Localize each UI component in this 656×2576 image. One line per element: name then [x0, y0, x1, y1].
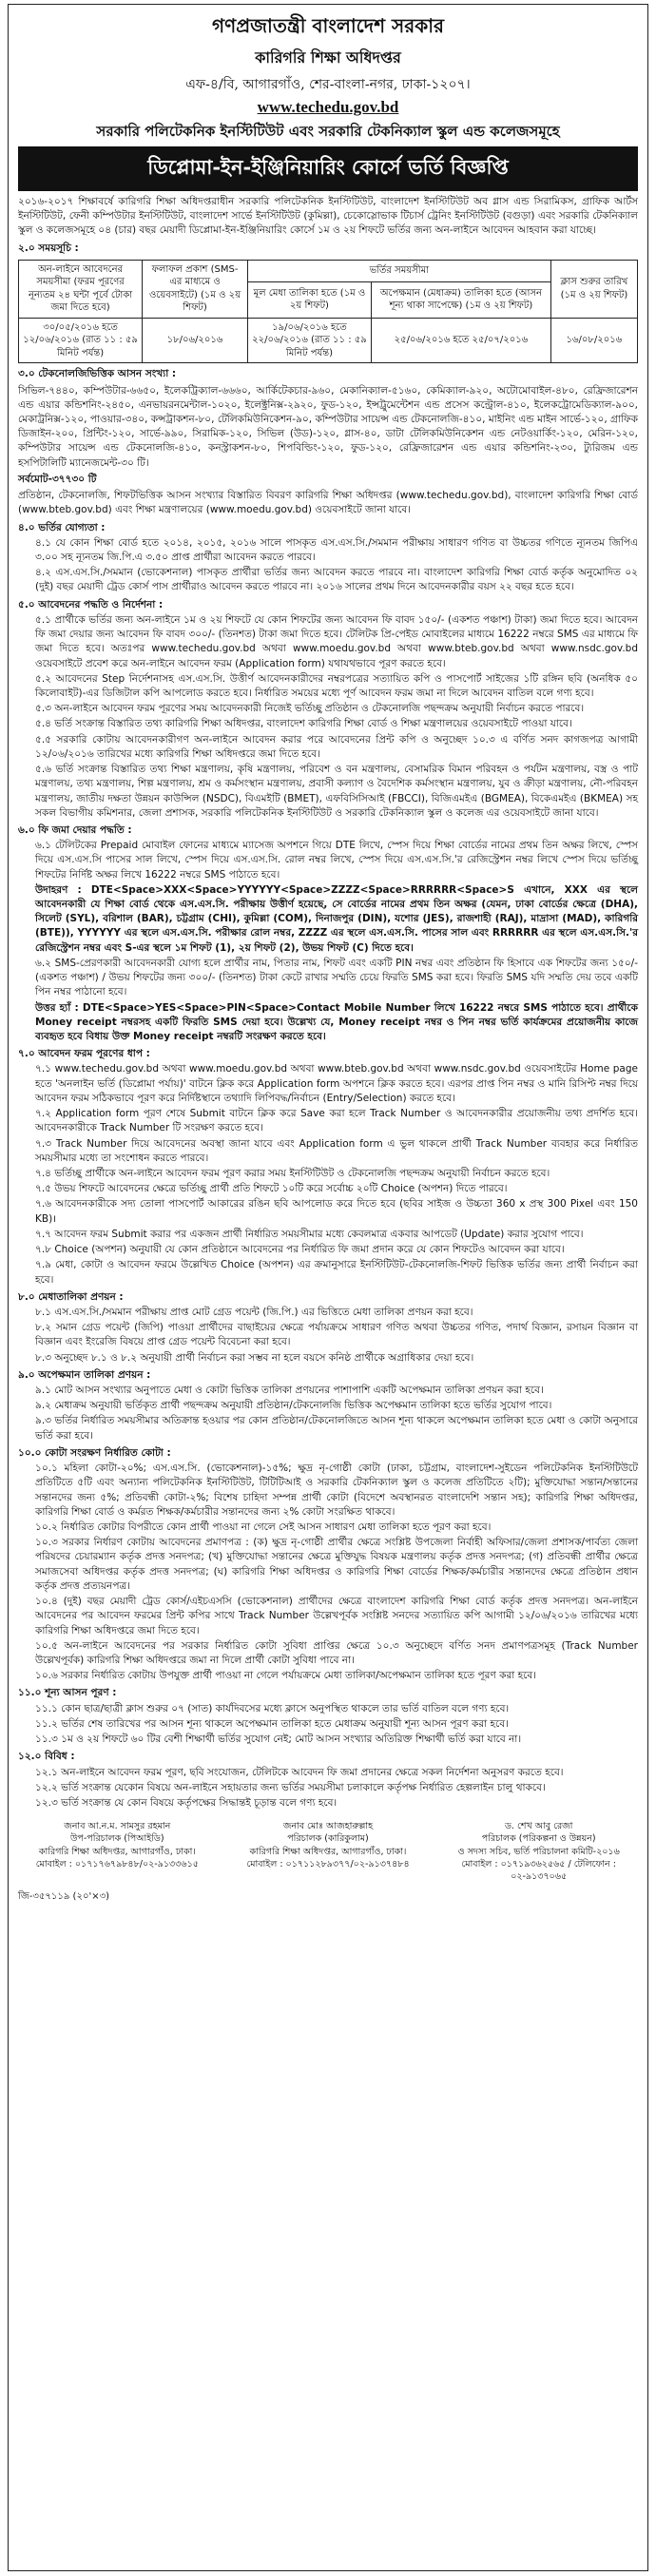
quota-item: ১০.৪ (দুই) বছর মেয়াদী ট্রেড কোর্স/এইচএসসি (ভোকেশনাল) প্রার্থীদের ক্ষেত্রে বাংলাদেশ কারিগরি শিক্ষা বোর্ড কর্তৃক প্রদত্ত সনদপত্র। অন-লাইনে আবেদনের পর আবেদন ফরমের প্রিন্ট কপির সাথে Track Number উল্লেখপূর্বক সংশ্লিষ্ট সনদের সত্যায়িত কপি আগামী ১২/০৬/২০১৬ তারিখের মধ্যে কারিগরি শিক্ষা অধিদপ্তরে জমা দিতে হবে। [35, 1596, 638, 1637]
form-item: ৭.৮ Choice (অপশন) অনুযায়ী যে কোন প্রতিষ্ঠানে আবেদনের পর নির্ধারিত ফি জমা প্রদান করে যে কোন শিফটেও আবেদন করা যাবে। [35, 1244, 565, 1256]
waiting-item: ৯.৩ ভর্তির নির্ধারিত সময়সীমার অতিক্রান্ত হওয়ার পর কোন প্রতিষ্ঠান/টেকনোলজিতে আসন শূন্য থাকলে অপেক্ষমান তালিকা হতে মেধা ও কোটা অনুসারে ভর্তি করা হবে। [35, 1415, 638, 1442]
directorate-name: কারিগরি শিক্ষা অধিদপ্তর [255, 48, 401, 67]
waiting-heading: ৯.০ অপেক্ষমান তালিকা প্রণয়ন : [18, 1368, 151, 1381]
signatory-office: কারিগরি শিক্ষা অধিদপ্তর, আগারগাঁও, ঢাকা। [249, 1846, 407, 1857]
seats-list: সিভিল-৭৪৪০, কম্পিউটার-৬৬৫০, ইলেকট্রিক্যাল-৬৬৬০, আর্কিটেকচার-৯৬০, মেকানিক্যাল-৫১৬০, কেমিক্যাল-৯২০, অটোমোবাইল-৪৮০, রেফ্রিজারেশন এন্ড এয়ার কন্ডিশনিং-২৪৫০, এনভায়রনমেন্টাল-১০২০, ইলেক্ট্রনিক্স-২৯২০, ফুড-১২০, ইন্সট্রুমেন্টেশন এন্ড প্রসেস কন্ট্রোল-৪১০, ইলেকট্রোমেডিক্যাল-৯০০, মেকাট্রনিক্স-১২০, পাওয়ার-৩৪০, কন্সট্রাকশন-৮০, টেলিকমিউনিকেশন-৯০, কম্পিউটার সায়েন্স এন্ড টেকনোলজি-৪১০, মাইনিং এন্ড মাইন সার্ভে-১২০, গ্রাফিক ডিজাইন-২০০, প্রিন্টিং-১২০, সার্ভে-৯৯০, সিরামিক-১২০, সিভিল (উড)-১২০, গ্লাস-৪০, ডাটা টেলিকমিউনিকেশন এন্ড নেটওয়ার্কিং-১২০, মেরিন-১২০, কম্পিউটার সায়েন্স এন্ড টেকনোলজি-৪১০, কনস্ট্রাকশন-৮০, শিপবিল্ডিং-১২০, ফুড-১২০, রেফ্রিজারেশন এন্ড এয়ার কন্ডিশনিং-২৩০, ট্যুরিজম এন্ড হসপিটালিটি ম্যানেজমেন্ট-৩০ টি। [18, 384, 638, 469]
quota-heading: ১০.০ কোটা সংরক্ষণ নির্ধারিত কোটা : [18, 1446, 171, 1459]
quota-item: ১০.৫ অন-লাইনে আবেদনের পর সরকার নির্ধারিত কোটা সুবিধা প্রাপ্তির ক্ষেত্রে ১০.৩ অনুচ্ছেদে বর্ণিত সনদ প্রমাণপত্রসমূহ (Track Number উল্লেখপূর্বক) কারিগরি শিক্ষা অধিদপ্তরে জমা না দিলে প্রার্থী কোটা সুবিধা পাবে না। [35, 1639, 638, 1666]
cell-online-period: ৩০/০৫/২০১৬ হতে ১২/০৬/২০১৬ (রাত ১১ : ৫৯ মিনিট পর্যন্ত) [19, 318, 143, 363]
notice-header [18, 12, 638, 117]
admission-notice-page [8, 4, 648, 2571]
eligibility-item: ৪.১ যে কোন শিক্ষা বোর্ড হতে ২০১৪, ২০১৫, ২০১৬ সালে পাসকৃত এস.এস.সি./সমমান পরীক্ষায় সাধারণ গণিত বা উচ্চতর গণিতে ন্যূনতম জিপিএ ৩.০০ সহ ন্যূনতম জি.পি.এ ৩.৫০ প্রাপ্ত প্রার্থীরা আবেদন করতে পারবে। [35, 536, 638, 563]
merit-item: ৮.২ সমান গ্রেড পয়েন্ট (জিপি) পাওয়া প্রার্থীদের বাছাইয়ের ক্ষেত্রে পর্যায়ক্রমে সাধারণ গণিত অথবা উচ্চতর গণিত, পদার্থ বিজ্ঞান, রসায়ন বিজ্ঞান বা বিজ্ঞান এবং ইংরেজি বিষয়ে প্রাপ্ত গ্রেড পয়েন্ট বিবেচনা করা হবে। [35, 1322, 638, 1348]
th-online-period: অন-লাইনে আবেদনের সময়সীমা (ফরম পূরণের নূন্যতম ২৪ ঘন্টা পূর্বে টোকা জমা দিতে হবে) [19, 260, 143, 318]
merit-heading: ৮.০ মেধাতালিকা প্রণয়ন : [18, 1290, 124, 1303]
notice-title-banner: ডিপ্লোমা-ইন-ইঞ্জিনিয়ারিং কোর্সে ভর্তি বিজ্ঞপ্তি [18, 146, 638, 191]
waiting-item: ৯.১ মোট আসন সংখ্যার অনুপাতে মেধা ও কোটা ভিত্তিক তালিকা প্রণয়নের পাশাপাশি একটি অপেক্ষমান তালিকা প্রণয়ন করা হবে। [35, 1385, 544, 1397]
seats-heading: ৩.০ টেকনোলজিভিত্তিক আসন সংখ্যা : [18, 368, 177, 380]
vacant-heading: ১১.০ শূন্য আসন পূরণ : [18, 1687, 117, 1699]
apply-item: ৫.১ প্রার্থীকে ভর্তির জন্য অন-লাইনে ১ম ও ২য় শিফটে যে কোন শিফটের জন্য আবেদন ফি বাবদ ১৫০/- (একশত পঞ্চাশ) টাকা) জমা দিতে হবে। আবেদন ফি জমা দেয়ার জন্য আবেদন ফি বাবদ ৩০০/- (তিনশত) টাকা জমা দিতে হবে। টেলিটক প্রি-পেইড মোবাইলের মাধ্যমে 16222 নম্বরে SMS এর মাধ্যমে ফি জমা দিতে হবে। অতঃপর www.techedu.gov.bd অথবা www.moedu.gov.bd অথবা www.bteb.gov.bd অথবা www.nsdc.gov.bd ওয়েবসাইটে প্রবেশ করে অন-লাইনে আবেদন ফরম (Application form) যথাযথভাবে পূরণ করতে হবে। [35, 613, 638, 669]
table-row [19, 318, 638, 363]
intro-paragraph: ২০১৬-২০১৭ শিক্ষাবর্ষে কারিগরি শিক্ষা অধিদপ্তরাধীন সরকারি পলিটেকনিক ইনস্টিটিউট, বাংলাদেশ ইনস্টিটিউট অব গ্লাস এন্ড সিরামিকস, গ্রাফিক আর্টস ইনস্টিটিউট, ফেনী কম্পিউটার ইনস্টিটিউট, বাংলাদেশ সার্ভে ইনস্টিটিউট (কুমিল্লা), চেকোস্লোভাক টিচার্স ট্রেনিং ইনস্টিটিউট (বগুড়া) এবং সরকারি টেকনিক্যাল স্কুল ও কলেজসমূহে ০৪ (চার) বছর মেয়াদী ডিপ্লোমা-ইন-ইঞ্জিনিয়ারিং কোর্সে ১ম ও ২য় শিফটে ভর্তির জন্য অন-লাইনে আবেদন আহবান করা যাচ্ছে। [18, 196, 638, 237]
apply-item: ৫.৪ ভর্তি সংক্রান্ত বিস্তারিত তথ্য কারিগরি শিক্ষা অধিদপ্তর, বাংলাদেশ কারিগরি শিক্ষা বোর্ড ও শিক্ষা মন্ত্রণালয়ের ওয়েবসাইটে পাওয়া যাবে। [35, 718, 572, 730]
misc-item: ১২.৩ ভর্তি সংক্রান্ত যে কোন বিষয়ে কর্তৃপক্ষের সিদ্ধান্তই চূড়ান্ত বলে গণ্য হবে। [35, 1796, 338, 1809]
merit-item: ৮.১ এস.এস.সি./সমমান পরীক্ষায় প্রাপ্ত মোট গ্রেড পয়েন্ট (জি.পি.) এর ভিত্তিতে মেধা তালিকা প্রণয়ন করা হবে। [35, 1306, 473, 1318]
schedule-heading: ২.০ সময়সূচি : [18, 242, 79, 254]
government-name: গণপ্রজাতন্ত্রী বাংলাদেশ সরকার [212, 14, 444, 37]
form-item: ৭.৫ উভয় শিফটে আবেদনের ক্ষেত্রে ভর্তিচ্ছু প্রার্থী প্রতি শিফটে ১০টি করে সর্বোচ্চ ২০টি Choice (অপশন) দিতে পারবে। [35, 1183, 508, 1195]
signatory-office: কারিগরি শিক্ষা অধিদপ্তর, আগারগাঁও, ঢাকা। [38, 1846, 196, 1857]
th-result: ফলাফল প্রকাশ (SMS-এর মাধ্যমে ও ওয়েবসাইটে) (১ম ও ২য় শিফট) [143, 260, 248, 318]
form-item: ৭.৯ মেধা, কোটা ও আবেদন ফরমে উল্লেখিত Choice (অপশন) এর ক্রমানুসারে ইনস্টিটিউট-টেকনোলজি-শিফট ভিত্তিক ভর্তির জন্য প্রার্থী নির্বাচন করা হবে। [35, 1259, 638, 1286]
schedule-table [18, 260, 638, 364]
form-item: ৭.৬ আবেদনকারীকে সদ্য তোলা পাসপোর্ট আকারের রঙিন ছবি আপলোড করে দিতে হবে (ছবির সাইজ ও উচ্চতা 360 x প্রস্থ 300 Pixel এবং 150 KB)। [35, 1198, 638, 1225]
signatory-phone: মোবাইল : ০১৭১৭৬৭৯৮৪৮/০২-৯১৩৩৬১৫ [35, 1859, 199, 1870]
notice-subtitle: সরকারি পলিটেকনিক ইনস্টিটিউট এবং সরকারি টেকনিক্যাল স্কুল এন্ড কলেজসমূহে [96, 123, 560, 140]
vacant-item: ১১.২ ভর্তির শেষ তারিখের পর আসন শূন্য থাকলে অপেক্ষমান তালিকা হতে মেধাক্রম অনুযায়ী শূন্য আসন পূরণ করা হবে। [35, 1717, 509, 1730]
fee-item: ৬.২ SMS-প্রেরণকারী আবেদনকারী যোগ্য হলে প্রার্থীর নাম, পিতার নাম, শিফট এবং একটি PIN নম্বর এবং প্রতিষ্ঠান ফি হিসাবে এক শিফটের জন্য ১৫০/-(একশত পঞ্চাশ) / উভয় শিফটের জন্য ৩০০/- (তিনশত) টাকা কেটে রাখার সম্মতি চেয়ে ফিরতি SMS করা হবে। ফিরতি SMS যদি সম্মতি দেয় তবে একটি পিন নম্বর পাঠানো হবে। [35, 957, 638, 998]
apply-item: ৫.৬ ভর্তি সংক্রান্ত বিস্তারিত তথ্য শিক্ষা মন্ত্রণালয়, কৃষি মন্ত্রণালয়, পরিবেশ ও বন মন্ত্রণালয়, বেসামরিক বিমান পরিবহন ও পর্যটন মন্ত্রণালয়, বস্ত্র ও পাট মন্ত্রণালয়, তথ্য মন্ত্রণালয়, শিল্প মন্ত্রণালয়, শ্রম ও কর্মসংস্থান মন্ত্রণালয়, প্রবাসী কল্যাণ ও বৈদেশিক কর্মসংস্থান মন্ত্রণালয়, যুব ও ক্রীড়া মন্ত্রণালয়, নৌ-পরিবহন মন্ত্রণালয়, জাতীয় দক্ষতা উন্নয়ন কাউন্সিল (NSDC), বিএমইটি (BMET), এফবিসিসিআই (FBCCI), বিজিএমইএ (BGMEA), বিকেএমইএ (BKMEA) সহ সকল বিভাগীয় কমিশনার, জেলা প্রশাসক, সরকারি পলিটেকনিক ইনস্টিটিউট ও সরকারি টেকনিক্যাল স্কুল ও কলেজ এর ওয়েবসাইটে জানা যাবে। [35, 764, 638, 819]
signatory-title: উপ-পরিচালক (পিআইডি) [70, 1833, 164, 1845]
form-heading: ৭.০ আবেদন ফরম পূরণের ধাপ : [18, 1048, 150, 1060]
seats-total: সর্বমোট-৩৭৭৩০ টি [18, 473, 97, 485]
th-main-list: মূল মেধা তালিকা হতে (১ম ও ২য় শিফট) [247, 281, 371, 318]
signatory-2 [229, 1820, 428, 1883]
quota-item: ১০.২ নির্ধারিত কোটার বিপরীতে কোন প্রার্থী পাওয়া না গেলে সেই আসন সাধারণ মেধা তালিকা হতে পূরণ করা হবে। [35, 1521, 492, 1533]
signatory-name: জনাব মোঃ আজহারুল্লাহ [282, 1821, 374, 1832]
website-link[interactable]: www.techedu.gov.bd [257, 98, 399, 116]
misc-heading: ১২.০ বিবিধ : [18, 1751, 75, 1763]
waiting-item: ৯.২ মেধাক্রম অনুযায়ী ভর্তিকৃত প্রার্থী পছন্দক্রম অনুযায়ী প্রতিষ্ঠান/টেকনোলজি ভিত্তিক অপেক্ষমান তালিকা হতে ভর্তির সুযোগ পাবে। [35, 1400, 552, 1412]
fee-sms-format: উদাহরণ : DTE<Space>XXX<Space>YYYYYY<Space>ZZZZ<Space>RRRRRR<Space>S এখানে, XXX এর স্থলে আবেদনকারী যে শিক্ষা বোর্ড থেকে এস.এস.সি. পরীক্ষায় উত্তীর্ণ হয়েছে, সে বোর্ডের নামের প্রথম তিন অক্ষর (যেমন, ঢাকা বোর্ডের ক্ষেত্রে (DHA), সিলেট (SYL), বরিশাল (BAR), চট্টগ্রাম (CHI), কুমিল্লা (COM), দিনাজপুর (DIN), যশোর (JES), রাজশাহী (RAJ), মাদ্রাসা (MAD), কারিগরি (BTE)), YYYYYY এর স্থলে এস.এস.সি. পরীক্ষার রোল নম্বর, ZZZZ এর স্থলে এস.এস.সি. পাসের সাল এবং RRRRRR এর স্থলে এস.এস.সি.'র রেজিস্ট্রেশন নম্বর এবং S-এর স্থলে ১ম শিফট (1), ২য় শিফট (2), উভয় শিফট (C) দিতে হবে। [35, 883, 638, 954]
form-item: ৭.৪ ভর্তিচ্ছু প্রার্থীকে অন-লাইনে আবেদন ফরম পূরণ করার সময় ইনস্টিটিউট ও টেকনোলজি পছন্দক্রম অনুযায়ী নির্বাচন করতে হবে। [35, 1167, 550, 1179]
th-admission-group: ভর্তির সময়সীমা [247, 260, 550, 281]
apply-item: ৫.৫ সরকারি কোটায় আবেদনকারীগণ অন-লাইনে আবেদন করার পরে আবেদনের প্রিন্ট কপি ও অনুচ্ছেদ ১০.৩ এ বর্ণিত সনদ কাগজপত্র আগামী ১২/০৬/২০১৬ তারিখের মধ্যে কারিগরি শিক্ষা অধিদপ্তরে জমা দিতে হবে। [35, 733, 638, 760]
eligibility-item: ৪.২ এস.এস.সি./সমমান (ভোকেশনাল) পাসকৃত প্রার্থীরা ভর্তির জন্য আবেদন করতে পারবে না। বাংলাদেশ কারিগরি শিক্ষা বোর্ড কর্তৃক অনুমোদিত ০২ (দুই) বছর মেয়াদী ট্রেড কোর্স পাস প্রার্থীরাও আবেদন করতে পারবে না। ২০১৬ সালের প্রথম দিনে আবেদনকারীর বয়স ২২ বছর হতে হবে। [35, 567, 638, 593]
footer-reference: জি-৩৫৭১১৯ (২০'×৩) [18, 1890, 109, 1902]
office-address: এফ-৪/বি, আগারগাঁও, শের-বাংলা-নগর, ঢাকা-১২০৭। [185, 77, 471, 92]
cell-result: ১৮/০৬/২০১৬ [143, 318, 248, 363]
vacant-item: ১১.১ কোন ছাত্র/ছাত্রী ক্লাস শুরুর ০৭ (সাত) কার্যদিবসের মধ্যে ক্লাসে অনুপস্থিত থাকলে তার ভর্তি বাতিল বলে গণ্য হবে। [35, 1702, 510, 1714]
vacant-item: ১১.৩ ১ম ও ২য় শিফটে ৬০ টির বেশী শিক্ষার্থী ভর্তির সুযোগ নেই; মোট আসন সংখ্যার অতিরিক্ত শিক্ষার্থী ভর্তি করা যাবে না। [35, 1733, 522, 1746]
cell-main-list: ১৯/০৬/২০১৬ হতে ২২/০৬/২০১৬ (রাত ১১ : ৫৯ মিনিট পর্যন্ত) [247, 318, 371, 363]
misc-item: ১২.২ ভর্তি সংক্রান্ত যেকোন বিষয়ে অন-লাইনে সহায়তার জন্য ভর্তির সময়সীমা চলাকালে কর্তৃপক্ষ নির্ধারিত হেল্পলাইন চালু থাকবে। [35, 1781, 546, 1793]
signatory-1 [18, 1820, 217, 1883]
quota-item: ১০.৩ সরকার নির্ধারণ কোটায় আবেদনের প্রমাণপত্র : (ক) ক্ষুদ্র নৃ-গোষ্ঠী প্রার্থীর ক্ষেত্রে সংশ্লিষ্ট উপজেলা নির্বাহী অফিসার/জেলা প্রশাসক/পার্বত্য জেলা পরিষদের চেয়ারম্যান কর্তৃক প্রদত্ত সনদপত্র; (খ) মুক্তিযোদ্ধা সন্তানের ক্ষেত্রে মুক্তিযুদ্ধ বিষয়ক মন্ত্রণালয় কর্তৃক প্রদত্ত সনদপত্র; (গ) প্রতিবন্ধী প্রার্থীর ক্ষেত্রে সমাজসেবা অধিদপ্তর কর্তৃক প্রদত্ত সনদপত্র; (ঘ) কারিগরি শিক্ষা অধিদপ্তর ও কারিগরি শিক্ষা বোর্ডের শিক্ষক/কর্মচারীর সন্তানদের ক্ষেত্রে প্রতিষ্ঠান প্রধান কর্তৃক প্রদত্ত প্রত্যয়নপত্র। [35, 1537, 638, 1592]
signatory-office: ও সদস্য সচিব, ভর্তি পরিচালনা কমিটি-২০১৬ [457, 1846, 620, 1857]
form-item: ৭.২ Application form পূরণ শেষে Submit বাটনে ক্লিক করে Save করা হলে Track Number ও আবেদনকারীর প্রয়োজনীয় তথ্য প্রদর্শিত হবে। আবেদনকারীকে Track Number টি সংরক্ষণ করতে হবে। [35, 1108, 638, 1134]
cell-waiting-list: ২৫/০৬/২০১৬ হতে ২৫/০৭/২০১৬ [372, 318, 551, 363]
cell-class-start: ১৬/০৮/২০১৬ [550, 318, 637, 363]
apply-item: ৫.২ আবেদনের Step নির্দেশনাসহ এস.এস.সি. উত্তীর্ণ আবেদনকারীদের নম্বরপত্রের সত্যায়িত কপি ও পাসপোর্ট সাইজের ১টি রঙ্গিন ছবি (অনধিক ৫০ কিলোবাইট)-এর ডিজিটাল কপি আপলোড করতে হবে। নির্ধারিত সময়ের মধ্যে পূর্ণ আবেদন ফরম জমা না দিলে আবেদন বাতিল বলে গণ্য হবে। [35, 672, 638, 699]
merit-item: ৮.৩ অনুচ্ছেদ ৮.১ ও ৮.২ অনুযায়ী প্রার্থী নির্বাচন করা সম্ভব না হলে বয়সে কনিষ্ঠ প্রার্থীকে অগ্রাধিকার দেয়া হবে। [35, 1351, 474, 1364]
seats-note: প্রতিষ্ঠান, টেকনোলজি, শিফটভিত্তিক আসন সংখ্যার বিস্তারিত বিবরণ কারিগরি শিক্ষা অধিদপ্তর (www.techedu.gov.bd), বাংলাদেশ কারিগরি শিক্ষা বোর্ড (www.bteb.gov.bd) এবং শিক্ষা মন্ত্রণালয়ের (www.moedu.gov.bd) ওয়েবসাইটে জানা যাবে। [18, 490, 638, 516]
th-waiting-list: অপেক্ষমান (মেধাক্রম) তালিকা হতে (আসন শূন্য থাকা সাপেক্ষে) (১ম ও ২য় শিফট) [372, 281, 551, 318]
fee-heading: ৬.০ ফি জমা দেয়ার পদ্ধতি : [18, 823, 132, 836]
signatory-name: জনাব আ.ন.ম. সামসুর রহমান [64, 1821, 171, 1832]
signatory-3 [439, 1820, 638, 1883]
quota-item: ১০.৬ সরকার নির্ধারিত কোটায় উপযুক্ত প্রার্থী পাওয়া না গেলে পর্যায়ক্রমে মেধা তালিকা/অপেক্ষমান তালিকা হতে পূরণ করা হবে। [35, 1670, 536, 1682]
form-item: ৭.১ www.techedu.gov.bd অথবা www.moedu.gov.bd অথবা www.bteb.gov.bd অথবা www.nsdc.gov.bd ওয়েবসাইটের Home page হতে 'অনলাইন ভর্তি (ডিপ্লোমা পর্যায়)' বাটনে ক্লিক করে Application form অপশনে ক্লিক করতে হবে। এরপর প্রাপ্ত পিন নম্বর ও মানি রিসিপ্ট নম্বর দিয়ে আবেদন ফরম সঠিকভাবে পূরণ করে নির্দিষ্টস্থানে তথ্যাদি লিপিবদ্ধ/নির্বাচন (Entry/Selection) করতে হবে। [35, 1063, 638, 1104]
signature-block [18, 1820, 638, 1883]
quota-item: ১০.১ মহিলা কোটা-২০%; এস.এস.সি. (ভোকেশনাল)-১৫%; ক্ষুদ্র নৃ-গোষ্ঠী কোটা (ঢাকা, চট্টগ্রাম, বাংলাদেশ-সুইডেন পলিটেকনিক ইনস্টিটিউটে প্রতিটিতে ৫টি এবং অন্যান্য পলিটেকনিক ইনস্টিটিউট, টিটিটিআই ও সরকারি টেকনিক্যাল স্কুল ও কলেজ প্রতিটিতে ২টি); মুক্তিযোদ্ধা সন্তান/সন্তানের সন্তানদের জন্য ৫%; প্রতিবন্ধী কোটা-২%; বিশেষ চাহিদা সম্পন্ন প্রার্থী কোটা (বিদেশে অবস্থানরত বাংলাদেশি সন্তান সহ); কারিগরি শিক্ষা অধিদপ্তর, কারিগরি শিক্ষা বোর্ড ও কর্মরত শিক্ষক/কর্মচারীর সন্তানদের জন্য ২% কোটা সংরক্ষিত থাকবে। [35, 1462, 638, 1518]
form-item: ৭.৩ Track Number দিয়ে আবেদনের অবস্থা জানা যাবে এবং Application form এ ভুল থাকলে প্রার্থী Track Number ব্যবহার করে নির্ধারিত সময়সীমার মধ্যে তা সংশোধন করতে পারবে। [35, 1137, 638, 1164]
apply-heading: ৫.০ আবেদনের পদ্ধতি ও নির্দেশনা : [18, 598, 164, 610]
form-item: ৭.৭ আবেদন ফরম Submit করার পর একজন প্রার্থী নির্ধারিত সময়সীমার মধ্যে কেবলমাত্র একবার আপডেট (Update) করার সুযোগ পাবে। [35, 1228, 584, 1240]
misc-item: ১২.১ অন-লাইনে আবেদন ফরম পূরণ, ছবি সংযোজন, টেলিটকে আবেদন ফি জমা প্রদানের ক্ষেত্রে সকল নির্দেশনা অনুসরণ করতে হবে। [35, 1766, 564, 1778]
eligibility-heading: ৪.০ ভর্তির যোগ্যতা : [18, 521, 106, 533]
signatory-phone: মোবাইল : ০১৭১৯৩৬২৫৬৫ / টেলিফোন : ০২-৯১৩৭০৬৫ [461, 1859, 616, 1883]
signatory-title: পরিচালক (পরিকল্পনা ও উন্নয়ন) [481, 1833, 596, 1845]
signatory-phone: মোবাইল : ০১৭১১২৮৯৩৭৭/০২-৯১৩৭৪৮৪ [246, 1859, 410, 1870]
fee-item: ৬.১ টেলিটকের Prepaid মোবাইল ফোনের মাধ্যমে ম্যাসেজ অপশনে গিয়ে DTE লিখে, স্পেস দিয়ে শিক্ষা বোর্ডের নামের প্রথম তিন অক্ষর লিখে, স্পেস দিয়ে এস.এস.সি পাসের সাল লিখে, স্পেস দিয়ে এস.এস.সি. রোল নম্বর লিখে, স্পেস দিয়ে এস.এস.সি.'র রেজিস্ট্রেশন নম্বর লিখে স্পেস দিয়ে ভর্তিচ্ছু শিফটের নির্দিষ্ট অক্ষর লিখে 16222 নম্বরে SMS পাঠাতে হবে। [35, 840, 638, 881]
signatory-title: পরিচালক (কারিকুলাম) [287, 1833, 369, 1845]
signatory-name: ড. শেখ আবু রেজা [504, 1821, 573, 1832]
apply-item: ৫.৩ অন-লাইনে আবেদন ফরম পূরণের সময় আবেদনকারী নিজেই ভর্তিচ্ছু প্রতিষ্ঠান ও টেকনোলজি পছন্দক্রম অনুযায়ী নির্বাচন করতে পারবে। [35, 703, 585, 715]
th-class-start: ক্লাস শুরুর তারিখ (১ম ও ২য় শিফট) [550, 260, 637, 318]
fee-sms-reply: উত্তর হ্যাঁ : DTE<Space>YES<Space>PIN<Space>Contact Mobile Number লিখে 16222 নম্বরে SMS পাঠাতে হবে। প্রার্থীকে Money receipt নম্বরসহ একটি ফিরতি SMS দেয়া হবে। উল্লেখ্য যে, Money receipt নম্বর ও পিন নম্বর ভর্তি কার্যক্রমের প্রয়োজনীয় কাজে ব্যবহৃত হবে বিধায় উক্ত Money receipt নম্বরটি সংরক্ষণ করতে হবে। [35, 1001, 638, 1042]
